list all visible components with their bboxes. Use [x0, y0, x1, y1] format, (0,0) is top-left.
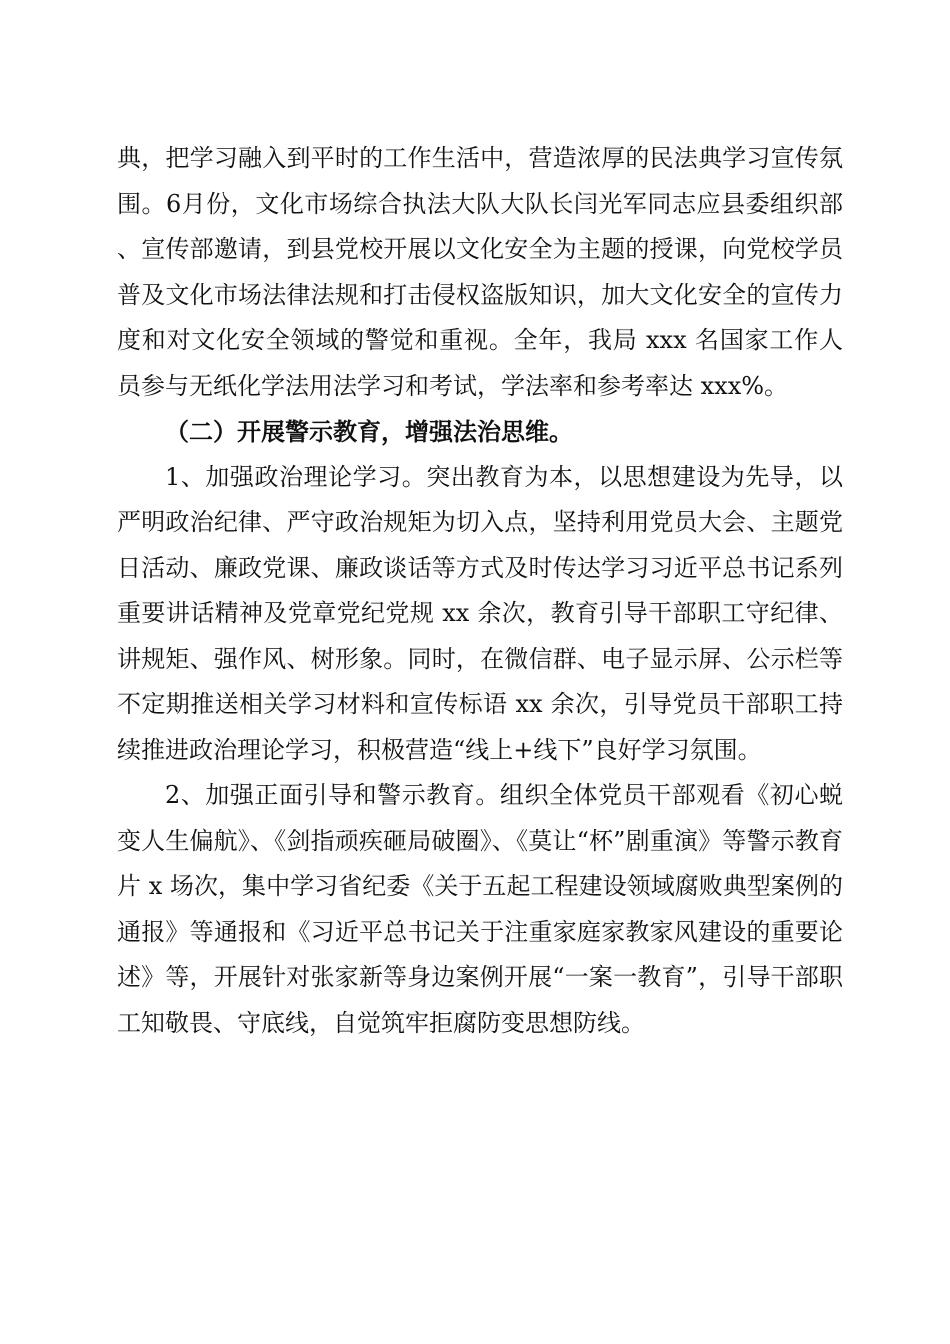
paragraph-item-2: 2、加强正面引导和警示教育。组织全体党员干部观看《初心蜕变人生偏航》、《剑指顽疾砸局破圈》、《莫让“杯”剧重演》等警示教育片 x 场次，集中学习省纪委《关于五起工程建设领域腐败典型案例的通报》等通报和《习近平总书记关于注重家庭家教家风建设的重要论述》等，开展针对张家新等身边案例开展“一案一教育”，引导干部职工知敬畏、守底线，自觉筑牢拒腐防变思想防线。: [117, 781, 843, 1037]
document-body: [117, 136, 843, 1046]
paragraph-continued-text: 典，把学习融入到平时的工作生活中，营造浓厚的民法典学习宣传氛围。6月份，文化市场综合执法大队大队长闫光军同志应县委组织部、宣传部邀请，到县党校开展以文化安全为主题的授课，向党校学员普及文化市场法律法规和打击侵权盗版知识，加大文化安全的宣传力度和对文化安全领域的警觉和重视。全年，我局 xxx 名国家工作人员参与无纸化学法用法学习和考试，学法率和参考率达 xxx%。: [117, 144, 843, 400]
paragraph-item-1: 1、加强政治理论学习。突出教育为本，以思想建设为先导，以严明政治纪律、严守政治规矩为切入点，坚持利用党员大会、主题党日活动、廉政党课、廉政谈话等方式及时传达学习习近平总书记系列重要讲话精神及党章党纪党规 xx 余次，教育引导干部职工守纪律、讲规矩、强作风、树形象。同时，在微信群、电子显示屏、公示栏等不定期推送相关学习材料和宣传标语 xx 余次，引导党员干部职工持续推进政治理论学习，积极营造“线上+线下”良好学习氛围。: [117, 462, 843, 764]
section-heading: （二）开展警示教育，增强法治思维。: [165, 417, 573, 446]
